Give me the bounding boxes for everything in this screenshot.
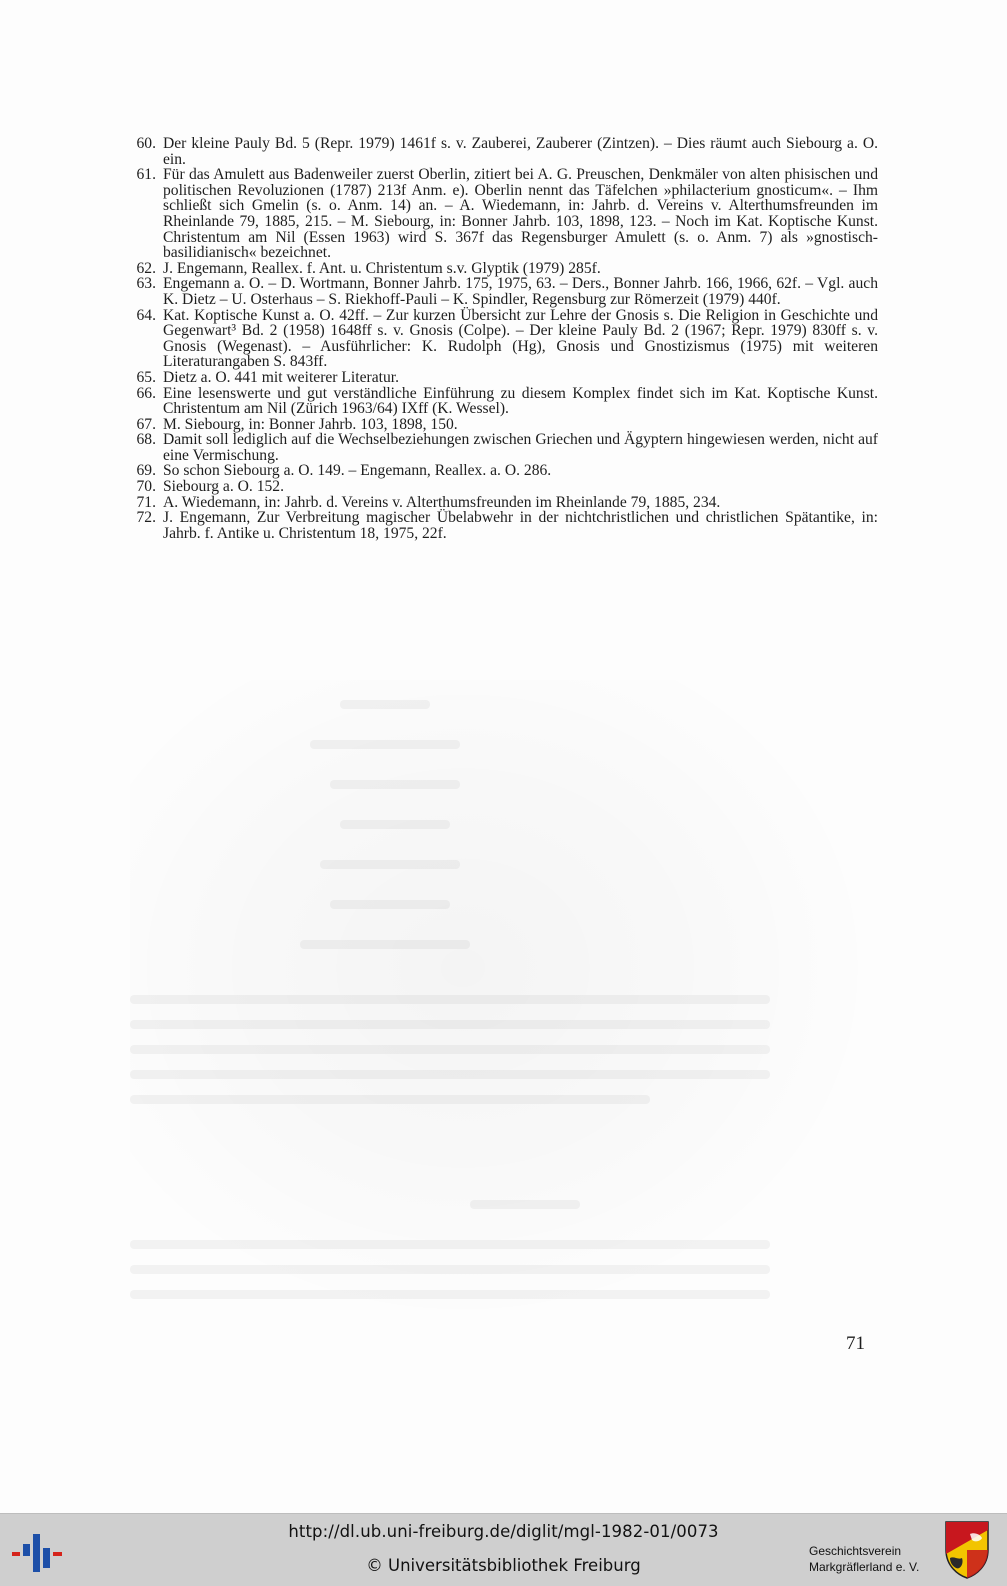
footnote-text: Für das Amulett aus Badenweiler zuerst Oberlin, zitiert bei A. G. Preuschen, Denkmäler von alten phisischen und politischen Revoluzionen (1787) 213f Anm. e). Oberlin nennt das Täfelchen »philacterium gnosticum«. – Ihm schließt sich Gmelin (s. o. Anm. 14) an. – A. Wiedemann, in: Jahrb. d. Vereins v. Alterthumsfreunden im Rheinlande 79, 1885, 215. – M. Siebourg, in: Bonner Jahrb. 103, 1898, 123. – Noch im Kat. Koptische Kunst. Christentum am Nil (Essen 1963) wird S. 367f das Regensburger Amulett (s. o. Anm. 7) als »gnostisch-basilidianisch« bezeichnet.: [163, 166, 878, 262]
footnote: [130, 167, 878, 261]
footnote: [130, 370, 878, 386]
footnote-number: 60.: [136, 135, 156, 152]
bleed-through-shadow: [130, 680, 870, 1320]
society-name: [809, 1543, 919, 1575]
footnote-number: 65.: [136, 368, 156, 386]
footnote: [130, 276, 878, 307]
society-name-line: Markgräflerland e. V.: [809, 1560, 920, 1574]
footnote: [130, 136, 878, 167]
footnote: [130, 479, 878, 495]
footnote: [130, 495, 878, 511]
footnote-number: 62.: [136, 259, 156, 277]
footnotes: [130, 136, 878, 541]
copyright-notice: © Universitätsbibliothek Freiburg: [366, 1556, 641, 1575]
footnote: [130, 261, 878, 277]
footnote-number: 71.: [136, 493, 156, 511]
footnote-text: So schon Siebourg a. O. 149. – Engemann, Reallex. a. O. 286.: [163, 462, 552, 480]
footnote-number: 72.: [136, 509, 156, 527]
footnote-number: 70.: [136, 478, 156, 496]
footnote-number: 63.: [136, 275, 156, 293]
footnote-text: Damit soll lediglich auf die Wechselbeziehungen zwischen Griechen und Ägyptern hingewiesen werden, nicht auf eine Vermischung.: [163, 431, 878, 464]
footnote-text: Siebourg a. O. 152.: [163, 478, 284, 496]
footnote-number: 64.: [136, 306, 156, 324]
viewer-footer: [0, 1513, 1007, 1586]
footnote: [130, 386, 878, 417]
footnote-text: M. Siebourg, in: Bonner Jahrb. 103, 1898, 150.: [163, 415, 458, 433]
footnote-number: 66.: [136, 384, 156, 402]
footnote: [130, 510, 878, 541]
footnote-text: Der kleine Pauly Bd. 5 (Repr. 1979) 1461f s. v. Zauberei, Zauberer (Zintzen). – Dies räumt auch Siebourg a. O. ein.: [163, 135, 878, 168]
coat-of-arms-icon: [944, 1520, 990, 1580]
footnote-text: Eine lesenswerte und gut verständliche Einführung zu diesem Komplex findet sich im Kat. Koptische Kunst. Christentum am Nil (Zürich 1963/64) IXff (K. Wessel).: [163, 384, 878, 418]
footnote-text: J. Engemann, Zur Verbreitung magischer Übelabwehr in der nichtchristlichen und christlichen Spätantike, in: Jahrb. f. Antike u. Christentum 18, 1975, 22f.: [163, 509, 878, 542]
footnote-text: J. Engemann, Reallex. f. Ant. u. Christentum s.v. Glyptik (1979) 285f.: [163, 259, 601, 277]
footnote: [130, 417, 878, 433]
document-url-link[interactable]: http://dl.ub.uni-freiburg.de/diglit/mgl-1982-01/0073: [288, 1522, 719, 1541]
footnote: [130, 432, 878, 463]
footnote: [130, 308, 878, 370]
footnote-text: A. Wiedemann, in: Jahrb. d. Vereins v. Alterthumsfreunden im Rheinlande 79, 1885, 234.: [163, 493, 721, 511]
footnote-number: 68.: [136, 431, 156, 449]
footnote-number: 69.: [136, 462, 156, 480]
society-name-line: Geschichtsverein: [809, 1544, 902, 1558]
footnote-number: 61.: [136, 166, 156, 184]
footnote-number: 67.: [136, 415, 156, 433]
page-number: 71: [846, 1333, 865, 1354]
footnote-text: Engemann a. O. – D. Wortmann, Bonner Jahrb. 175, 1975, 63. – Ders., Bonner Jahrb. 166, 1966, 62f. – Vgl. auch K. Dietz – U. Osterhaus – S. Riekhoff-Pauli – K. Spindler, Regensburg zur Römerzeit (1979) 440f.: [163, 275, 878, 308]
footnote-text: Dietz a. O. 441 mit weiterer Literatur.: [163, 368, 399, 386]
footnote-text: Kat. Koptische Kunst a. O. 42ff. – Zur kurzen Übersicht zur Lehre der Gnosis s. Die Religion in Geschichte und Gegenwart³ Bd. 2 (1958) 1648ff s. v. Gnosis (Colpe). – Der kleine Pauly Bd. 2 (1967; Repr. 1979) 830ff s. v. Gnosis (Wegenast). – Ausführlicher: K. Rudolph (Hg), Gnosis und Gnostizismus (1975) mit weiteren Literaturangaben S. 843ff.: [163, 306, 878, 371]
footnote: [130, 463, 878, 479]
